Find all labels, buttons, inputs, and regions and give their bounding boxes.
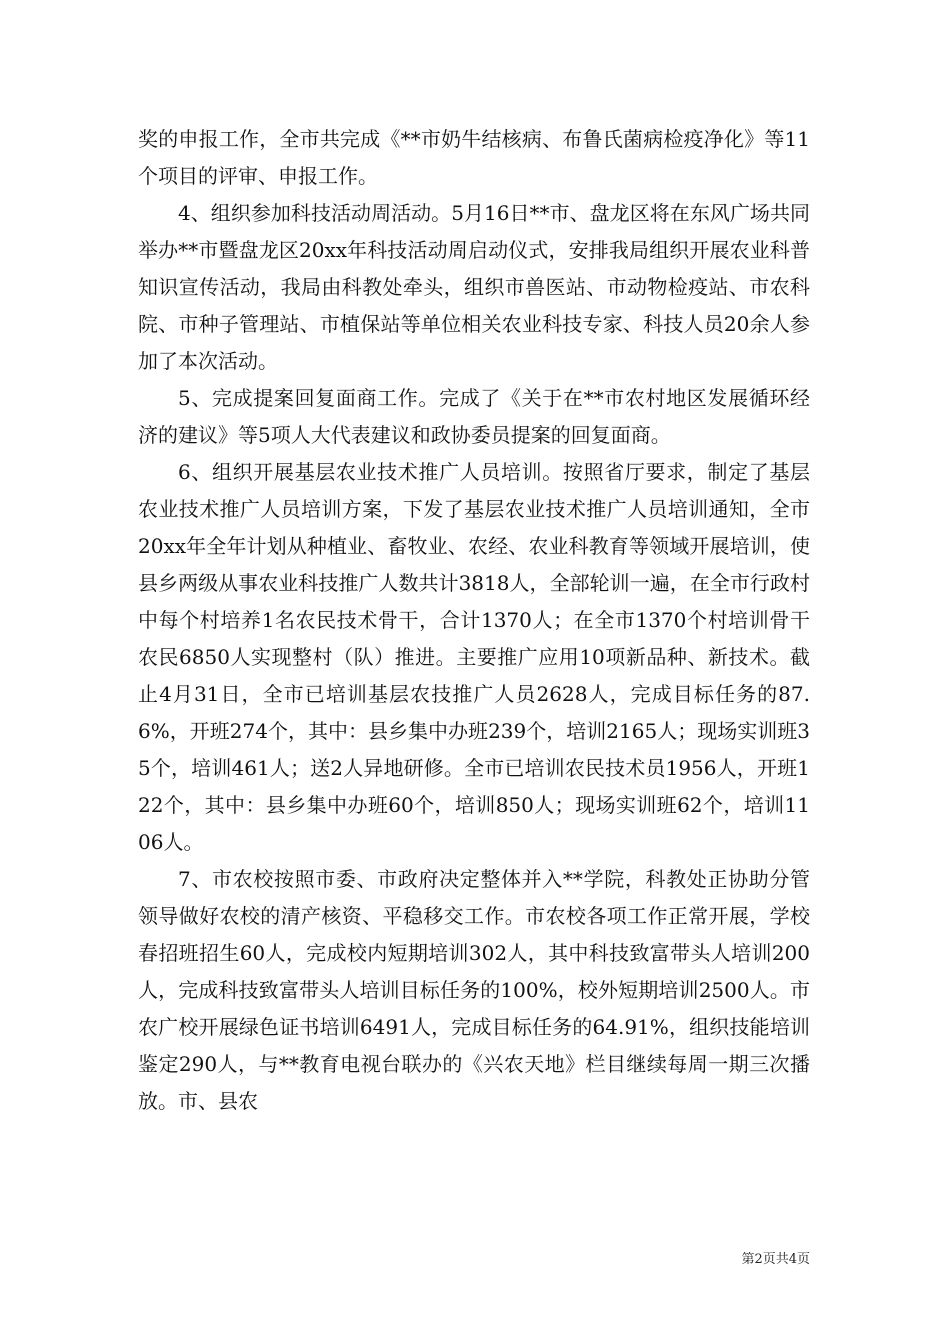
paragraph-2: 4、组织参加科技活动周活动。5月16日**市、盘龙区将在东风广场共同举办**市暨盘龙区20xx年科技活动周启动仪式，安排我局组织开展农业科普知识宣传活动，我局由科教处牵头，组织市兽医站、市动物检疫站、市农科院、市种子管理站、市植保站等单位相关农业科技专家、科技人员20余人参加了本次活动。 bbox=[138, 201, 810, 373]
page-number: 第2页共4页 bbox=[741, 1252, 810, 1267]
paragraph-4: 6、组织开展基层农业技术推广人员培训。按照省厅要求，制定了基层农业技术推广人员培训方案，下发了基层农业技术推广人员培训通知，全市20xx年全年计划从种植业、畜牧业、农经、农业科教育等领域开展培训，使县乡两级从事农业科技推广人数共计3818人，全部轮训一遍，在全市行政村中每个村培养1名农民技术骨干，合计1370人；在全市1370个村培训骨干农民6850人实现整村（队）推进。主要推广应用10项新品种、新技术。截止4月31日，全市已培训基层农技推广人员2628人，完成目标任务的87.6%，开班274个，其中：县乡集中办班239个，培训2165人；现场实训班35个，培训461人；送2人异地研修。全市已培训农民技术员1956人，开班122个，其中：县乡集中办班60个，培训850人；现场实训班62个，培训1106人。 bbox=[138, 460, 810, 854]
paragraph-5: 7、市农校按照市委、市政府决定整体并入**学院，科教处正协助分管领导做好农校的清产核资、平稳移交工作。市农校各项工作正常开展，学校春招班招生60人，完成校内短期培训302人，其中科技致富带头人培训200人，完成科技致富带头人培训目标任务的100%，校外短期培训2500人。市农广校开展绿色证书培训6491人，完成目标任务的64.91%，组织技能培训鉴定290人，与**教育电视台联办的《兴农天地》栏目继续每周一期三次播放。市、县农 bbox=[138, 867, 810, 1113]
paragraph-1: 奖的申报工作，全市共完成《**市奶牛结核病、布鲁氏菌病检疫净化》等11个项目的评审、申报工作。 bbox=[138, 127, 810, 188]
paragraph-3: 5、完成提案回复面商工作。完成了《关于在**市农村地区发展循环经济的建议》等5项人大代表建议和政协委员提案的回复面商。 bbox=[138, 386, 810, 447]
document-body bbox=[138, 121, 810, 1120]
